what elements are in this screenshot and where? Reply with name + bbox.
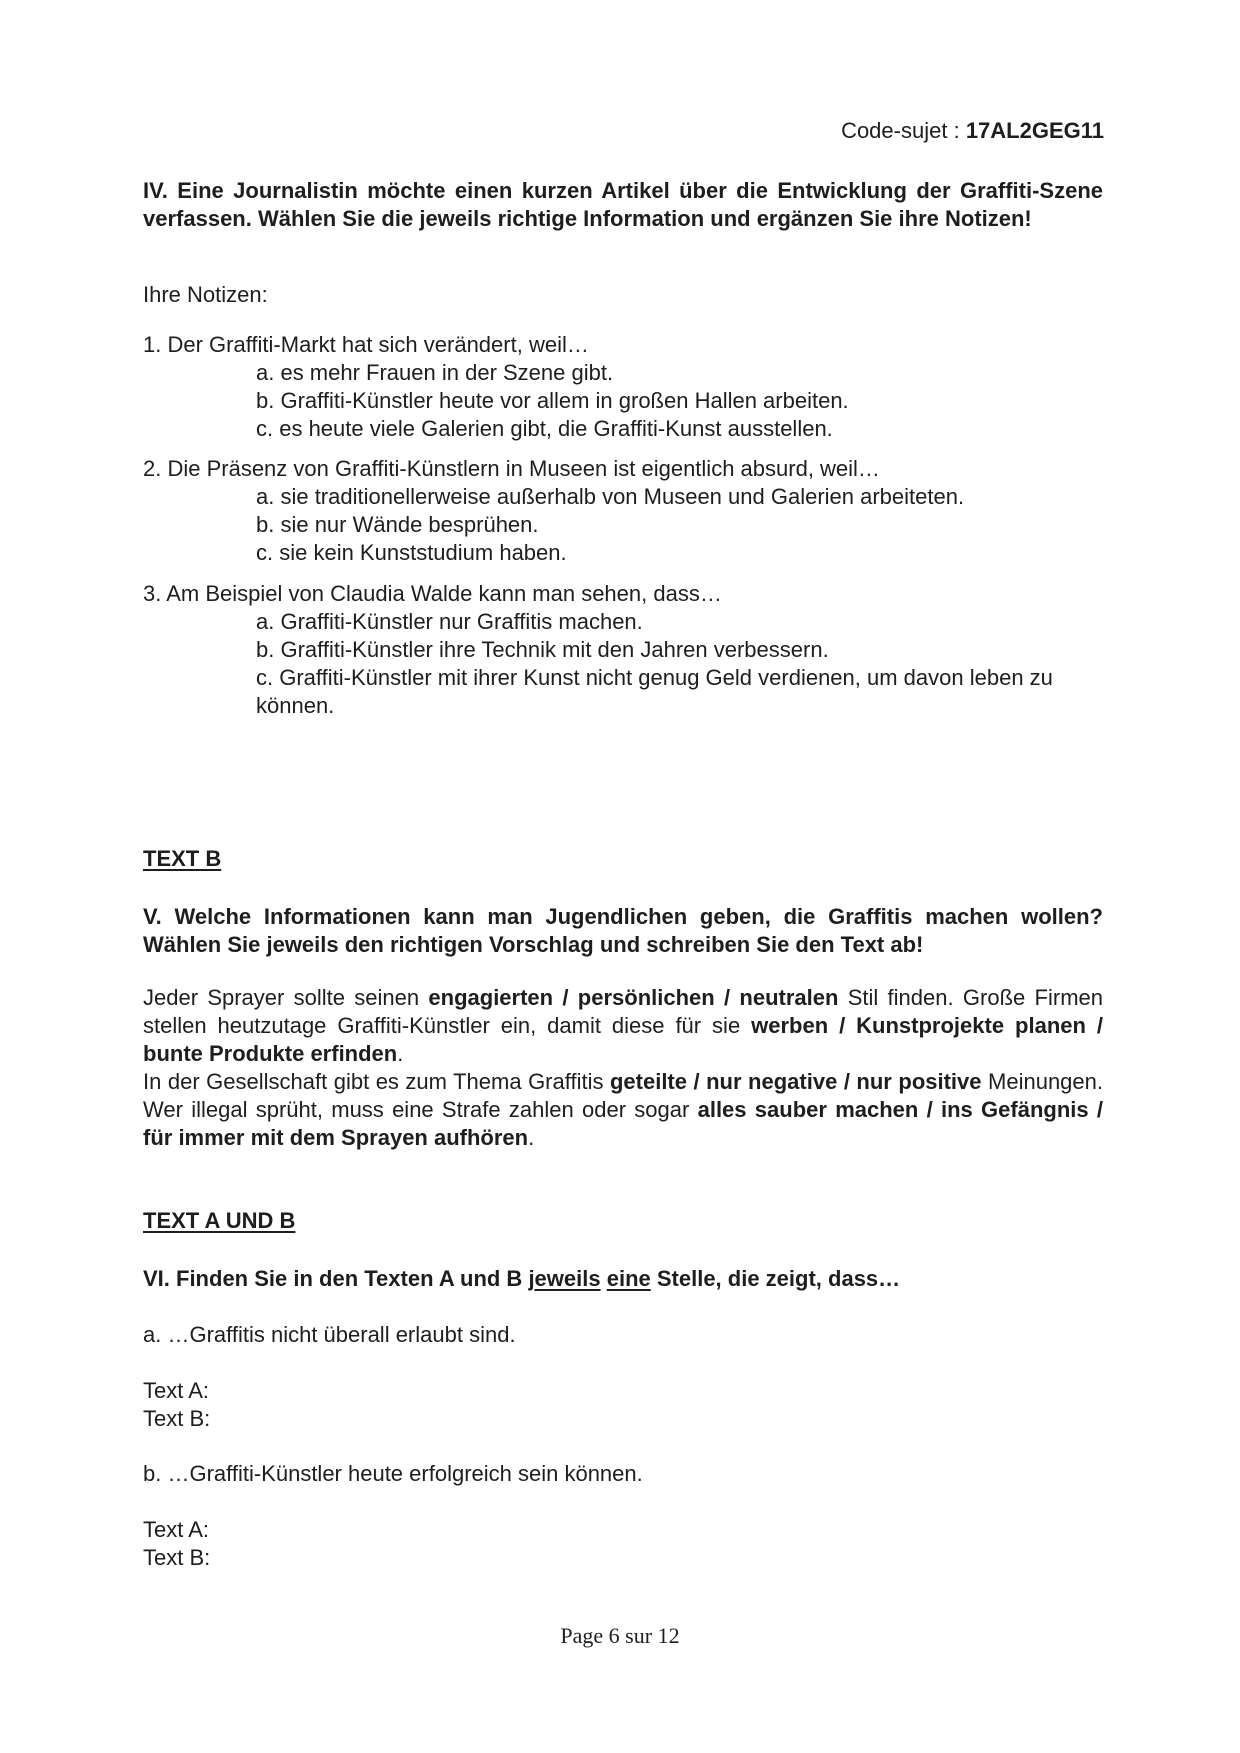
question-3 — [143, 580, 1103, 720]
text-b-paragraph-2 — [143, 1068, 1103, 1152]
code-label: Code-sujet : — [841, 118, 960, 143]
question-1 — [143, 331, 1103, 443]
question-option: c. es heute viele Galerien gibt, die Graffiti-Kunst ausstellen. — [256, 416, 833, 441]
question-2 — [143, 455, 1103, 567]
question-stem: 3. Am Beispiel von Claudia Walde kann man sehen, dass… — [143, 581, 722, 606]
choice-options: werben / Kunstprojekte planen / bunte Produkte erfinden — [143, 1013, 1103, 1066]
choice-options: alles sauber machen / ins Gefängnis / für immer mit dem Sprayen aufhören — [143, 1097, 1103, 1150]
question-option: a. es mehr Frauen in der Szene gibt. — [256, 360, 614, 385]
code-sujet — [841, 118, 1104, 144]
prompt-b: b. …Graffiti-Künstler heute erfolgreich sein können. — [143, 1461, 643, 1486]
section-iv-heading: IV. Eine Journalistin möchte einen kurzen Artikel über die Entwicklung der Graffiti-Szene verfassen. Wählen Sie die jeweils richtige Information und ergänzen Sie ihre Notizen! — [143, 178, 1103, 231]
underlined-word: eine — [606, 1266, 651, 1291]
prompt-a: a. …Graffitis nicht überall erlaubt sind. — [143, 1322, 516, 1347]
question-option: b. sie nur Wände besprühen. — [256, 512, 539, 537]
text-b-title: TEXT B — [143, 846, 222, 871]
underlined-word: jeweils — [528, 1266, 601, 1291]
text-segment: Jeder Sprayer sollte seinen — [143, 985, 429, 1010]
text-segment: In der Gesellschaft gibt es zum Thema Graffitis — [143, 1069, 610, 1094]
text-b-paragraph-1 — [143, 984, 1103, 1068]
choice-options: geteilte / nur negative / nur positive — [609, 1069, 982, 1094]
heading-segment: VI. Finden Sie in den Texten A und B — [143, 1266, 529, 1291]
question-stem: 1. Der Graffiti-Markt hat sich verändert, weil… — [143, 332, 589, 357]
question-option: a. sie traditionellerweise außerhalb von Museen und Galerien arbeiteten. — [256, 484, 965, 509]
prompt-a-text-a: Text A: — [143, 1378, 210, 1403]
question-option: a. Graffiti-Künstler nur Graffitis machen. — [256, 609, 643, 634]
text-segment: Stil finden. Große Firmen stellen heutzutage Graffiti-Künstler ein, damit diese für sie — [143, 985, 1103, 1038]
text-segment: . — [528, 1125, 535, 1150]
section-v-heading: V. Welche Informationen kann man Jugendlichen geben, die Graffitis machen wollen? Wählen Sie jeweils den richtigen Vorschlag und schreiben Sie den Text ab! — [143, 904, 1103, 957]
section-vi-heading — [143, 1265, 1103, 1293]
prompt-a-text-b: Text B: — [143, 1406, 211, 1431]
text-segment: . — [397, 1041, 404, 1066]
prompt-b-text-b: Text B: — [143, 1545, 211, 1570]
question-option: b. Graffiti-Künstler ihre Technik mit den Jahren verbessern. — [256, 637, 829, 662]
question-option: c. Graffiti-Künstler mit ihrer Kunst nicht genug Geld verdienen, um davon leben zu können. — [256, 665, 1053, 718]
page-number: Page 6 sur 12 — [560, 1623, 680, 1648]
prompt-b-text-a: Text A: — [143, 1517, 210, 1542]
text-segment: Meinungen. Wer illegal sprüht, muss eine Strafe zahlen oder sogar — [143, 1069, 1103, 1122]
heading-segment: Stelle, die zeigt, dass… — [650, 1266, 901, 1291]
choice-options: engagierten / persönlichen / neutralen — [428, 985, 839, 1010]
notes-label: Ihre Notizen: — [143, 282, 268, 307]
text-ab-title: TEXT A UND B — [143, 1208, 296, 1233]
question-option: c. sie kein Kunststudium haben. — [256, 540, 567, 565]
code-value: 17AL2GEG11 — [965, 118, 1104, 143]
question-stem: 2. Die Präsenz von Graffiti-Künstlern in Museen ist eigentlich absurd, weil… — [143, 456, 880, 481]
question-option: b. Graffiti-Künstler heute vor allem in großen Hallen arbeiten. — [256, 388, 849, 413]
